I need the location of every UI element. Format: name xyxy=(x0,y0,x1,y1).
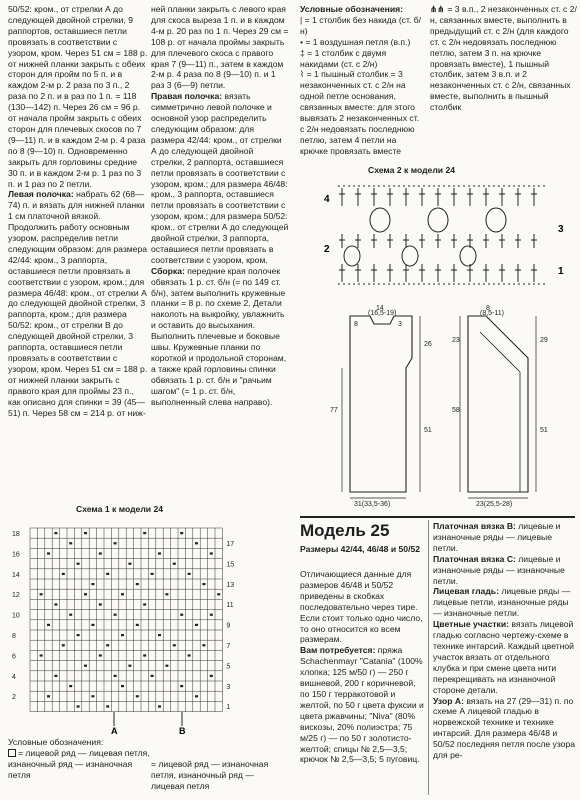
scheme-1-row-label: 13 xyxy=(226,581,235,589)
text-column-1 xyxy=(8,4,148,418)
purl-stitch-mark xyxy=(106,573,109,575)
divider-vertical xyxy=(428,520,429,795)
purl-stitch-mark xyxy=(165,593,168,595)
scheme-2-row-2: 2 xyxy=(324,244,330,255)
right-front-text: вязать симметрично левой полочке и основной узор распределить следующим образом: для размера 42/44: кром., от стрелки А до следующей двойной стрелки, 2 раппорта, оставшиеся петли провязать в соответствии с узором, кром.; для размера 46/48: кром., 3 раппорта, оставшиеся петли провязать в соответствии с узором, кром.; для размера 50/52: кром., от стрелки А до следующей двойной стрелки, 3 раппорта, оставшиеся петли провязать в соответствии с узором, кром. xyxy=(151,91,289,265)
purl-stitch-mark xyxy=(106,705,109,707)
scheme-1-title: Схема 1 к модели 24 xyxy=(76,504,164,514)
model-25-text xyxy=(300,569,425,765)
purl-stitch-mark xyxy=(77,705,80,707)
scheme-1-row-label: 4 xyxy=(12,673,16,681)
purl-stitch-mark xyxy=(180,685,183,687)
scheme-2-petal xyxy=(428,208,448,232)
pattern-a-heading: Узор А: xyxy=(433,695,464,706)
purl-stitch-mark xyxy=(106,644,109,646)
purl-stitch-mark xyxy=(54,675,57,677)
purl-stitch-mark xyxy=(143,603,146,605)
purl-stitch-mark xyxy=(99,552,102,554)
scheme-1-row-label: 6 xyxy=(12,653,16,661)
scheme-1-row-label: 8 xyxy=(12,633,16,640)
purl-stitch-mark xyxy=(202,583,205,585)
purl-stitch-mark xyxy=(217,593,220,595)
purl-stitch-mark xyxy=(91,695,94,697)
scheme-1-row-label: 15 xyxy=(226,561,235,569)
back-length-label: 77 xyxy=(330,407,338,414)
legend-fan-text: = 3 в.п., 2 незаконченных ст. с 2/н, связанных вместе, выполнить в предыдущий ст. с 2/н (для каждого ст. с 2/н недовязать последнюю петлю, затем 3 п. на крючке провязать вместе), 1 пышный столбик, затем 3 в.п. и 2 незаконченных ст. с 2/н, связанных вместе, выполнить в пышный столбик xyxy=(430,4,577,113)
scheme-1-row-label: 9 xyxy=(226,622,231,630)
purl-stitch-mark xyxy=(69,685,72,687)
purl-stitch-mark xyxy=(210,675,213,677)
purl-stitch-mark xyxy=(121,593,124,595)
scheme-1-row-label: 2 xyxy=(12,694,16,702)
purl-stitch-mark xyxy=(69,542,72,544)
scheme-1-arrow-a-label: A xyxy=(111,726,118,736)
back-bottom-label: 31(33,5-36) xyxy=(354,501,391,508)
purl-stitch-mark xyxy=(121,634,124,636)
pattern-a-text: вязать на 27 (29—31) п. по схеме А лицевой гладью в норвежской технике и технике интарсий. Для размера 46/48 и 50/52 последняя петля после узора для ре- xyxy=(433,695,576,761)
stitch-b-text: лицевые и изнаночные ряды — лицевые петли. xyxy=(433,521,561,553)
stitch-b-heading: Платочная вязка В: xyxy=(433,521,516,531)
pattern-schematic xyxy=(320,302,578,508)
purl-stitch-mark xyxy=(77,634,80,636)
purl-stitch-mark xyxy=(151,573,154,575)
purl-stitch-mark xyxy=(47,624,50,626)
scheme-2-petal xyxy=(402,246,418,266)
scheme-1-chart xyxy=(8,516,258,738)
bottom-legend-knit-text: = лицевой ряд — лицевая петля, изнаночный ряд — изнаночная петля xyxy=(8,747,150,780)
legend-line-dtr: ‡ = 1 столбик с двумя накидами (ст. с 2/н) xyxy=(300,47,387,69)
bottom-legend-knit xyxy=(8,748,150,781)
color-areas-heading: Цветные участки: xyxy=(433,619,510,630)
stitch-c-text: лицевые и изнаночные ряды — изнаночные петли. xyxy=(433,553,565,586)
assembly-paragraph xyxy=(151,266,289,408)
scheme-1-arrow-b-label: B xyxy=(179,726,186,736)
scheme-2-petal xyxy=(460,246,476,266)
bottom-legend-purl-text: = лицевой ряд — изнаночная петля, изнаночный ряд — лицевая петля xyxy=(151,759,269,791)
scheme-2-row-1: 1 xyxy=(558,266,564,277)
purl-stitch-mark xyxy=(165,665,168,667)
left-front-text: набрать 62 (68—74) п. и вязать для нижней планки 1 см платочной вязкой. Продолжить работу основным узором, распределив петли следующим образом: для размера 42/44: кром., 3 раппорта, оставшиеся петли провязать в соответствии с узором, кром.; для размера 46/48: кром., от стрелки А до следующей двойной стрелки, 3 раппорта, кром.; для размера 50/52: кром., от стрелки В до следующей двойной стрелки, 3 раппорта, оставшиеся петли провязать в соответствии с узором, кром. Через 51 см = 188 р. от нижней планки закрыть с правого края для проймы 23 п., как описано для спинки = 39 (45—51) п. Через 58 см = 214 р. от ниж- xyxy=(8,189,148,418)
purl-stitch-mark xyxy=(114,614,117,616)
symbol-legend-top xyxy=(300,4,425,157)
purl-stitch-mark xyxy=(188,573,191,575)
divider-model-25 xyxy=(300,516,575,518)
fan-symbol-icon: ⋔⋔ xyxy=(430,4,445,14)
text-column-2 xyxy=(151,4,289,408)
purl-stitch-mark xyxy=(121,685,124,687)
scheme-2-petal xyxy=(370,208,390,232)
purl-stitch-mark xyxy=(136,695,139,697)
purl-stitch-mark xyxy=(136,583,139,585)
front-bottom-label: 23(25,5-28) xyxy=(476,501,513,508)
materials-paragraph xyxy=(300,645,425,765)
bottom-legend xyxy=(8,737,150,781)
legend-line-ch: • = 1 воздушная петля (в.п.) xyxy=(300,36,411,47)
scheme-2-row-4: 4 xyxy=(324,194,330,205)
model-25-intro: Отличающиеся данные для размеров 46/48 и 50/52 приведены в скобках последовательно через тире. Если стоит только одно число, то оно относится ко всем размерам. xyxy=(300,569,423,645)
purl-stitch-mark xyxy=(136,624,139,626)
purl-stitch-mark xyxy=(195,542,198,544)
text-column-4-bottom xyxy=(433,521,577,761)
purl-stitch-mark xyxy=(180,532,183,534)
knit-square-icon xyxy=(8,749,16,757)
purl-stitch-mark xyxy=(210,552,213,554)
purl-stitch-mark xyxy=(151,675,154,677)
purl-stitch-mark xyxy=(84,532,87,534)
purl-stitch-mark xyxy=(210,614,213,616)
front-side-label: 23 xyxy=(452,337,460,344)
scheme-1-row-label: 12 xyxy=(12,592,20,600)
purl-stitch-mark xyxy=(188,654,191,656)
scheme-1-row-label: 14 xyxy=(12,571,20,579)
purl-stitch-mark xyxy=(54,532,57,534)
back-top-sub-label: (16,5-19) xyxy=(368,310,397,317)
scheme-1-row-label: 11 xyxy=(226,602,234,610)
purl-stitch-mark xyxy=(99,654,102,656)
purl-stitch-mark xyxy=(47,552,50,554)
bottom-legend-purl xyxy=(151,759,289,792)
left-front-paragraph xyxy=(8,189,148,418)
assembly-heading: Сборка: xyxy=(151,265,185,276)
materials-text: пряжа Schachenmayr "Catania" (100% хлопка; 125 м/50 г) — 250 г вишневой, 200 г коричневой, по 150 г терракотовой и желтой, по 50 г цвета фуксии и цвета ржавчины; "Niva" (80% вискозы, 20% полиэстра; 75 м/25 г) — по 50 г золотисто-желтой; спицы № 2,5—3,5; крючок № 2,5—3,5; 5 пуговиц. xyxy=(300,645,424,765)
legend-fan-symbol-text xyxy=(430,4,578,113)
purl-stitch-mark xyxy=(158,705,161,707)
right-front-paragraph xyxy=(151,91,289,266)
stitch-c-heading: Платочная вязка С: xyxy=(433,553,516,564)
scheme-1-row-label: 5 xyxy=(226,663,231,671)
back-neck-label: 8 xyxy=(354,321,358,328)
front-top-sub-label: (8,5-11) xyxy=(480,310,504,317)
purl-stitch-mark xyxy=(114,542,117,544)
front-side-length-label: 51 xyxy=(540,427,548,434)
back-top-label: 14 xyxy=(376,305,384,312)
left-front-continued-text: ней планки закрыть с левого края для скоса выреза 1 п. и в каждом 4-м р. 20 раз по 1 п. Через 29 см = 108 р. от начала проймы закрыть для плечевого скоса с правого края 7 (9—11) п., затем в каждом 2-м р. 4 раза по 8 (9—10) п. и 1 раз 3 (6—9) петли. xyxy=(151,4,289,91)
left-front-heading: Левая полочка: xyxy=(8,189,74,200)
scheme-1-row-label: 3 xyxy=(226,683,231,691)
purl-stitch-mark xyxy=(195,624,198,626)
purl-stitch-mark xyxy=(40,654,43,656)
front-piece-outline xyxy=(468,316,528,492)
model-25-title: Модель 25 xyxy=(300,521,390,540)
front-length-label: 58 xyxy=(452,407,460,414)
right-front-heading: Правая полочка: xyxy=(151,91,223,102)
scheme-1-row-label: 10 xyxy=(12,612,20,620)
purl-stitch-mark xyxy=(47,695,50,697)
materials-heading: Вам потребуется: xyxy=(300,645,376,656)
purl-stitch-mark xyxy=(143,654,146,656)
stockinette-text: лицевые ряды — лицевые петли, изнаночные ряды — изнаночные петли. xyxy=(433,586,571,619)
purl-stitch-mark xyxy=(143,532,146,534)
stockinette-paragraph xyxy=(433,586,577,619)
stitch-c-paragraph xyxy=(433,554,577,587)
legend-heading: Условные обозначения: xyxy=(300,4,403,14)
scheme-1-row-label: 1 xyxy=(226,704,231,712)
purl-stitch-mark xyxy=(173,644,176,646)
purl-stitch-mark xyxy=(180,614,183,616)
model-25-sizes: Размеры 42/44, 46/48 и 50/52 xyxy=(300,544,421,554)
scheme-1-row-label: 7 xyxy=(226,643,231,650)
pattern-a-paragraph xyxy=(433,696,577,761)
purl-stitch-mark xyxy=(114,675,117,677)
purl-stitch-mark xyxy=(69,614,72,616)
purl-stitch-mark xyxy=(54,603,57,605)
purl-stitch-mark xyxy=(128,665,131,667)
purl-stitch-mark xyxy=(195,695,198,697)
purl-stitch-mark xyxy=(158,552,161,554)
purl-stitch-mark xyxy=(173,563,176,565)
back-side-label: 3 xyxy=(398,321,402,328)
color-areas-paragraph xyxy=(433,619,577,695)
purl-stitch-mark xyxy=(40,593,43,595)
purl-stitch-mark xyxy=(77,563,80,565)
back-side-length-label: 51 xyxy=(424,427,432,434)
back-piece-outline xyxy=(350,316,412,492)
purl-stitch-mark xyxy=(91,624,94,626)
bottom-legend-2 xyxy=(151,759,289,792)
scheme-2-chart xyxy=(320,176,575,294)
purl-stitch-mark xyxy=(202,644,205,646)
scheme-2-title: Схема 2 к модели 24 xyxy=(368,165,456,175)
purl-stitch-mark xyxy=(84,593,87,595)
color-areas-text: вязать лицевой гладью согласно чертежу-схеме в технике интарсий. Каждый цветной участок вязать от отдельного клубка и при смене цвета нити перекрещивать на изнаночной стороне детали. xyxy=(433,619,574,695)
purl-stitch-mark xyxy=(99,603,102,605)
purl-stitch-mark xyxy=(84,665,87,667)
scheme-2-petal xyxy=(486,208,506,232)
purl-stitch-mark xyxy=(62,573,65,575)
scheme-1-row-label: 16 xyxy=(12,551,20,559)
bottom-legend-heading: Условные обозначения: xyxy=(8,737,104,747)
assembly-text: передние края полочек обвязать 1 р. ст. б/н (= по 149 ст. б/н), затем выполнить кружевные планки = 8 р. по схеме 2. Детали наколоть на выкройку, увлажнить и оставить до высыхания. Выполнить плечевые и боковые швы. Кружевные планки по короткой и продольной сторонам, а также край горловины спинки обвязать 1 р. ст. б/н и "рачьим шагом" (= 1 р. ст. б/н, выполненный слева направо). xyxy=(151,265,287,407)
scheme-2-row-3: 3 xyxy=(558,224,564,235)
legend-line-sc: | = 1 столбик без накида (ст. б/н) xyxy=(300,14,422,36)
back-armhole-label: 26 xyxy=(424,341,432,348)
purl-stitch-mark xyxy=(91,583,94,585)
purl-stitch-mark xyxy=(128,563,131,565)
scheme-1-row-label: 17 xyxy=(226,541,235,548)
purl-stitch-mark xyxy=(62,644,65,646)
legend-line-cluster: ⌇ = 1 пышный столбик = 3 незаконченных ст. с 2/н на одной петле основания, связанных вместе: для этого вывязать 2 незаконченных ст. с 2/н недовязать последнюю петлю, затем 4 петли на крючке провязать вместе xyxy=(300,69,420,156)
stockinette-heading: Лицевая гладь: xyxy=(433,586,499,597)
stitch-b-paragraph xyxy=(433,521,577,554)
legend-continued xyxy=(430,4,578,113)
back-instructions-text: 50/52: кром., от стрелки А до следующей двойной стрелки, 9 раппортов, оставшиеся петли провязать в соответствии с узором, кром. Через 51 см = 188 р. от нижней планки закрыть с обеих сторон для пройм по 5 п. и в каждом 2-м р. 2 раза по 3 п., 2 раза по 2 п. и в раз по 1 п. = 118 (130—142) п. Через 26 см = 96 р. от начала пройм закрыть с обеих сторон для плечевых скосов по 7 (9—11) п. и в каждом 2-м р. 4 раза по 8 (9—10) п. Одновременно закрыть для горловины средние 30 п. и в каждом 2-м р. 1 раз по 3 п. и 1 раз по 2 петли. xyxy=(8,4,148,189)
scheme-1-row-label: 18 xyxy=(12,531,20,538)
front-top-label: 8 xyxy=(486,305,490,312)
scheme-2-petal xyxy=(344,246,360,266)
purl-stitch-mark xyxy=(158,634,161,636)
front-armhole-label: 29 xyxy=(540,337,548,344)
